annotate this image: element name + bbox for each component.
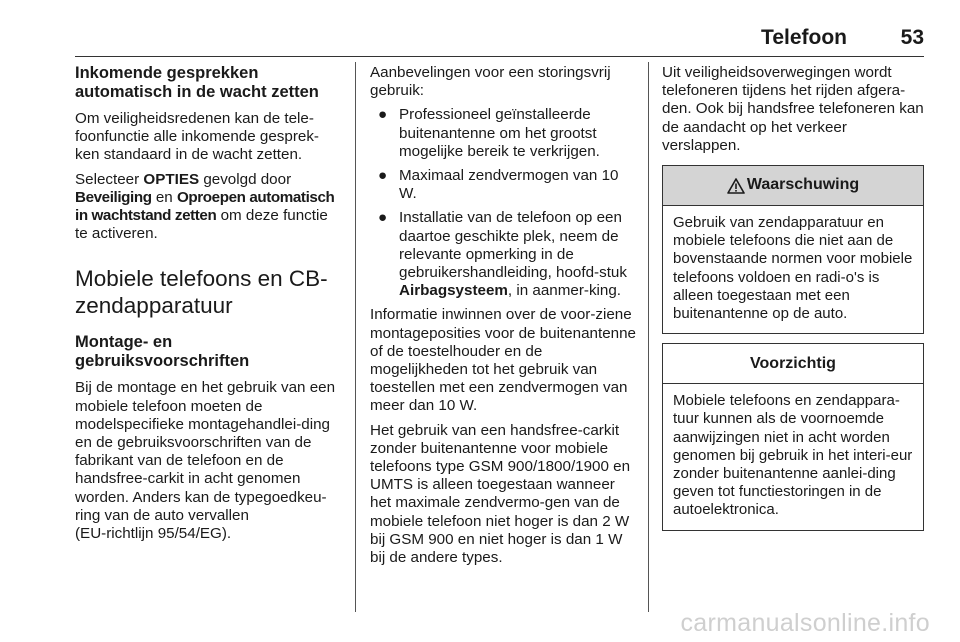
bullet-icon: ●	[378, 209, 388, 227]
section-heading-mobile-phones: Mobiele telefoons en CB- zendapparatuur	[75, 266, 328, 319]
warning-box-title: Waarschuwing	[746, 176, 860, 194]
term-airbagsysteem: Airbagsysteem	[399, 282, 508, 300]
recommendation-list	[370, 106, 638, 300]
caution-box	[662, 343, 924, 530]
subheading-mounting: Montage- en gebruiksvoorschriften	[75, 333, 250, 371]
menu-term-oproepen: Oproepen automatisch in wachtstand zetten	[75, 188, 335, 225]
paragraph-mounting: Bij de montage en het gebruik van een mobiele telefoon moeten de modelspecifieke montagehandlei-ding en de gebruiksvoorschriften van de fabrikant van de telefoon en de handsfree-carkit in acht genomen worden. Anders kan de typegoedkeu-ring van de auto vervallen (EU-richtlijn 95/54/EG).	[75, 379, 336, 543]
paragraph-driving-safety: Uit veiligheidsoverwegingen wordt telefoneren tijdens het rijden afgera-den. Ook bij handsfree telefoneren kan de aandacht op het verkeer verslappen.	[662, 64, 924, 154]
heading-auto-hold: Inkomende gesprekken automatisch in de wacht zetten	[75, 64, 319, 101]
menu-term-beveiliging: Beveiliging	[75, 188, 152, 206]
header-rule	[75, 56, 924, 57]
bullet-icon: ●	[378, 167, 388, 185]
paragraph-safety: Om veiligheidsredenen kan de tele- foonfunctie alle inkomende gesprek- ken standaard in de wacht zetten.	[75, 110, 319, 164]
warning-box	[662, 165, 924, 334]
menu-term-opties: OPTIES	[143, 170, 200, 188]
caution-box-header	[663, 344, 923, 384]
column-3	[662, 64, 924, 531]
page-number: 53	[900, 26, 924, 49]
list-item: ● Installatie van de telefoon op een daartoe geschikte plek, neem de relevante opmerking in de gebruikershandleiding, hoofd-stuk Airbagsysteem, in aanmer-king.	[378, 209, 627, 300]
caution-box-body: Mobiele telefoons en zendappara-tuur kunnen als de voornoemde aanwijzingen niet in acht worden genomen bij gebruik in het interi-eur zonder buitenantenne aanlei-ding geven tot functiestoringen in de autoelektronica.	[673, 392, 913, 519]
bullet-icon: ●	[378, 106, 388, 124]
paragraph-mounting-info: Informatie inwinnen over de voor-ziene montageposities voor de buitenantenne of de toestelhouder en de mogelijkheden tot het gebruik van toestellen met een zendvermogen van meer dan 10 W.	[370, 306, 636, 415]
running-header-title: Telefoon	[761, 26, 847, 49]
paragraph-select-options: Selecteer OPTIES gevolgd door Beveiliging en Oproepen automatisch in wachtstand zetten om deze functie te activeren.	[75, 170, 335, 243]
column-divider-1	[355, 62, 356, 612]
watermark: carmanualsonline.info	[680, 609, 930, 637]
warning-triangle-icon	[727, 178, 745, 194]
paragraph-recommendations: Aanbevelingen voor een storingsvrij gebruik:	[370, 64, 611, 100]
warning-box-body: Gebruik van zendapparatuur en mobiele telefoons die niet aan de bovenstaande normen voor mobiele telefoons voldoen en radi-o's is alleen toegestaan met een buitenantenne op de auto.	[673, 214, 913, 323]
column-2	[370, 64, 638, 573]
column-1	[75, 64, 343, 549]
column-divider-2	[648, 62, 649, 612]
caution-box-title: Voorzichtig	[750, 354, 836, 372]
list-item: ● Professioneel geïnstalleerde buitenantenne om het grootst mogelijke bereik te verkrijgen.	[378, 106, 600, 160]
warning-box-header	[663, 166, 923, 206]
paragraph-handsfree: Het gebruik van een handsfree-carkit zonder buitenantenne voor mobiele telefoons type GSM 900/1800/1900 en UMTS is alleen toegestaan wanneer het maximale zendvermo-gen van de mobiele telefoon niet hoger is dan 2 W bij GSM 900 en niet hoger is dan 1 W bij de andere types.	[370, 421, 631, 567]
list-item: ● Maximaal zendvermogen van 10 W.	[378, 167, 619, 203]
